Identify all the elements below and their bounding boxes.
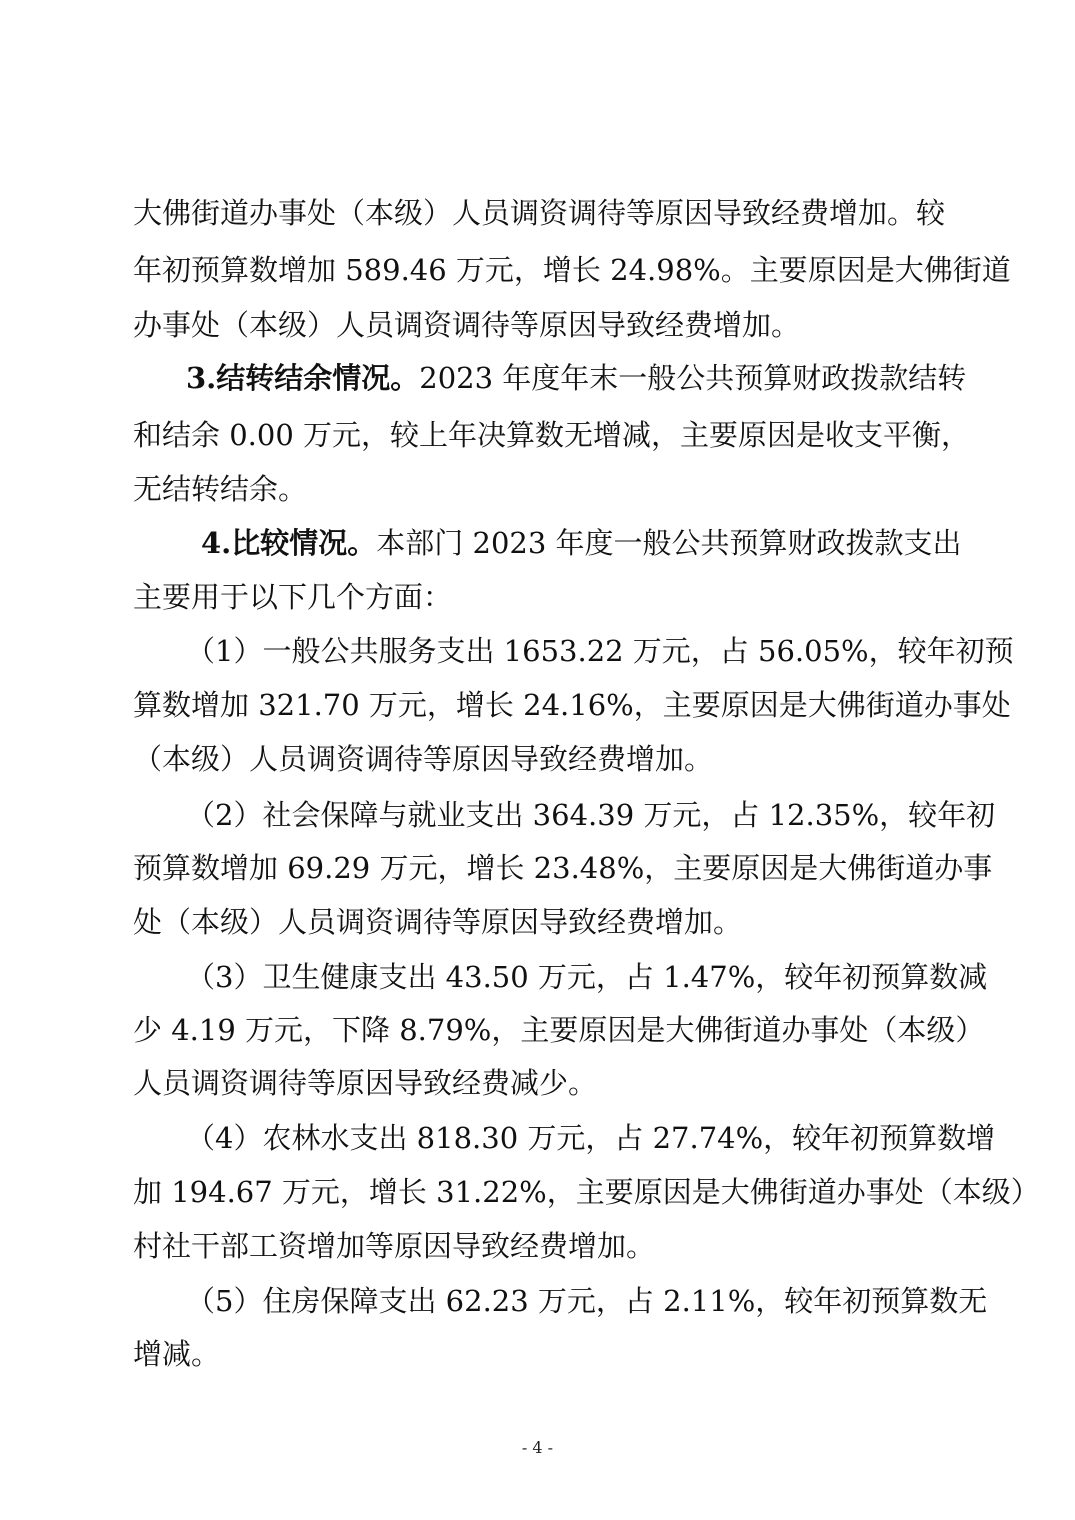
page-number: - 4 - [521, 1438, 554, 1457]
list-item-line: 加 194.67 万元，增长 31.22%，主要原因是大佛街道办事处（本级） [133, 1175, 1040, 1209]
list-item-first-line: （5）住房保障支出 62.23 万元，占 2.11%，较年初预算数无 [186, 1284, 988, 1318]
list-item-line: 算数增加 321.70 万元，增长 24.16%，主要原因是大佛街道办事处 [133, 688, 1011, 722]
list-item-line: 村社干部工资增加等原因导致经费增加。 [133, 1229, 656, 1263]
list-item-line: （本级）人员调资调待等原因导致经费增加。 [133, 742, 714, 776]
section-3-heading: 3.结转结余情况。 [186, 361, 420, 395]
list-item-line: 少 4.19 万元，下降 8.79%，主要原因是大佛街道办事处（本级） [133, 1013, 985, 1047]
paragraph-line: 大佛街道办事处（本级）人员调资调待等原因导致经费增加。较 [133, 196, 946, 230]
list-item-line: 处（本级）人员调资调待等原因导致经费增加。 [133, 905, 743, 939]
section-4-heading: 4.比较情况。 [201, 526, 377, 560]
list-item-line: 人员调资调待等原因导致经费减少。 [133, 1066, 598, 1100]
paragraph-line: 和结余 0.00 万元，较上年决算数无增减，主要原因是收支平衡， [133, 418, 971, 452]
paragraph-line: 无结转结余。 [133, 472, 308, 506]
paragraph-line: 主要用于以下几个方面： [133, 580, 453, 614]
list-item-first-line: （2）社会保障与就业支出 364.39 万元，占 12.35%，较年初 [186, 798, 996, 832]
paragraph-line: 办事处（本级）人员调资调待等原因导致经费增加。 [133, 308, 801, 342]
list-item-first-line: （4）农林水支出 818.30 万元，占 27.74%，较年初预算数增 [186, 1121, 996, 1155]
section-3-first-line [186, 358, 967, 398]
list-item-line: 增减。 [133, 1337, 221, 1371]
section-3-text: 2023 年度年末一般公共预算财政拨款结转 [419, 361, 967, 395]
list-item-first-line: （3）卫生健康支出 43.50 万元，占 1.47%，较年初预算数减 [186, 960, 988, 994]
list-item-line: 预算数增加 69.29 万元，增长 23.48%，主要原因是大佛街道办事 [133, 851, 993, 885]
list-item-first-line: （1）一般公共服务支出 1653.22 万元，占 56.05%，较年初预 [186, 634, 1014, 668]
section-4-first-line [201, 523, 962, 563]
section-4-text: 本部门 2023 年度一般公共预算财政拨款支出 [376, 526, 962, 560]
paragraph-line: 年初预算数增加 589.46 万元，增长 24.98%。主要原因是大佛街道 [133, 253, 1011, 287]
